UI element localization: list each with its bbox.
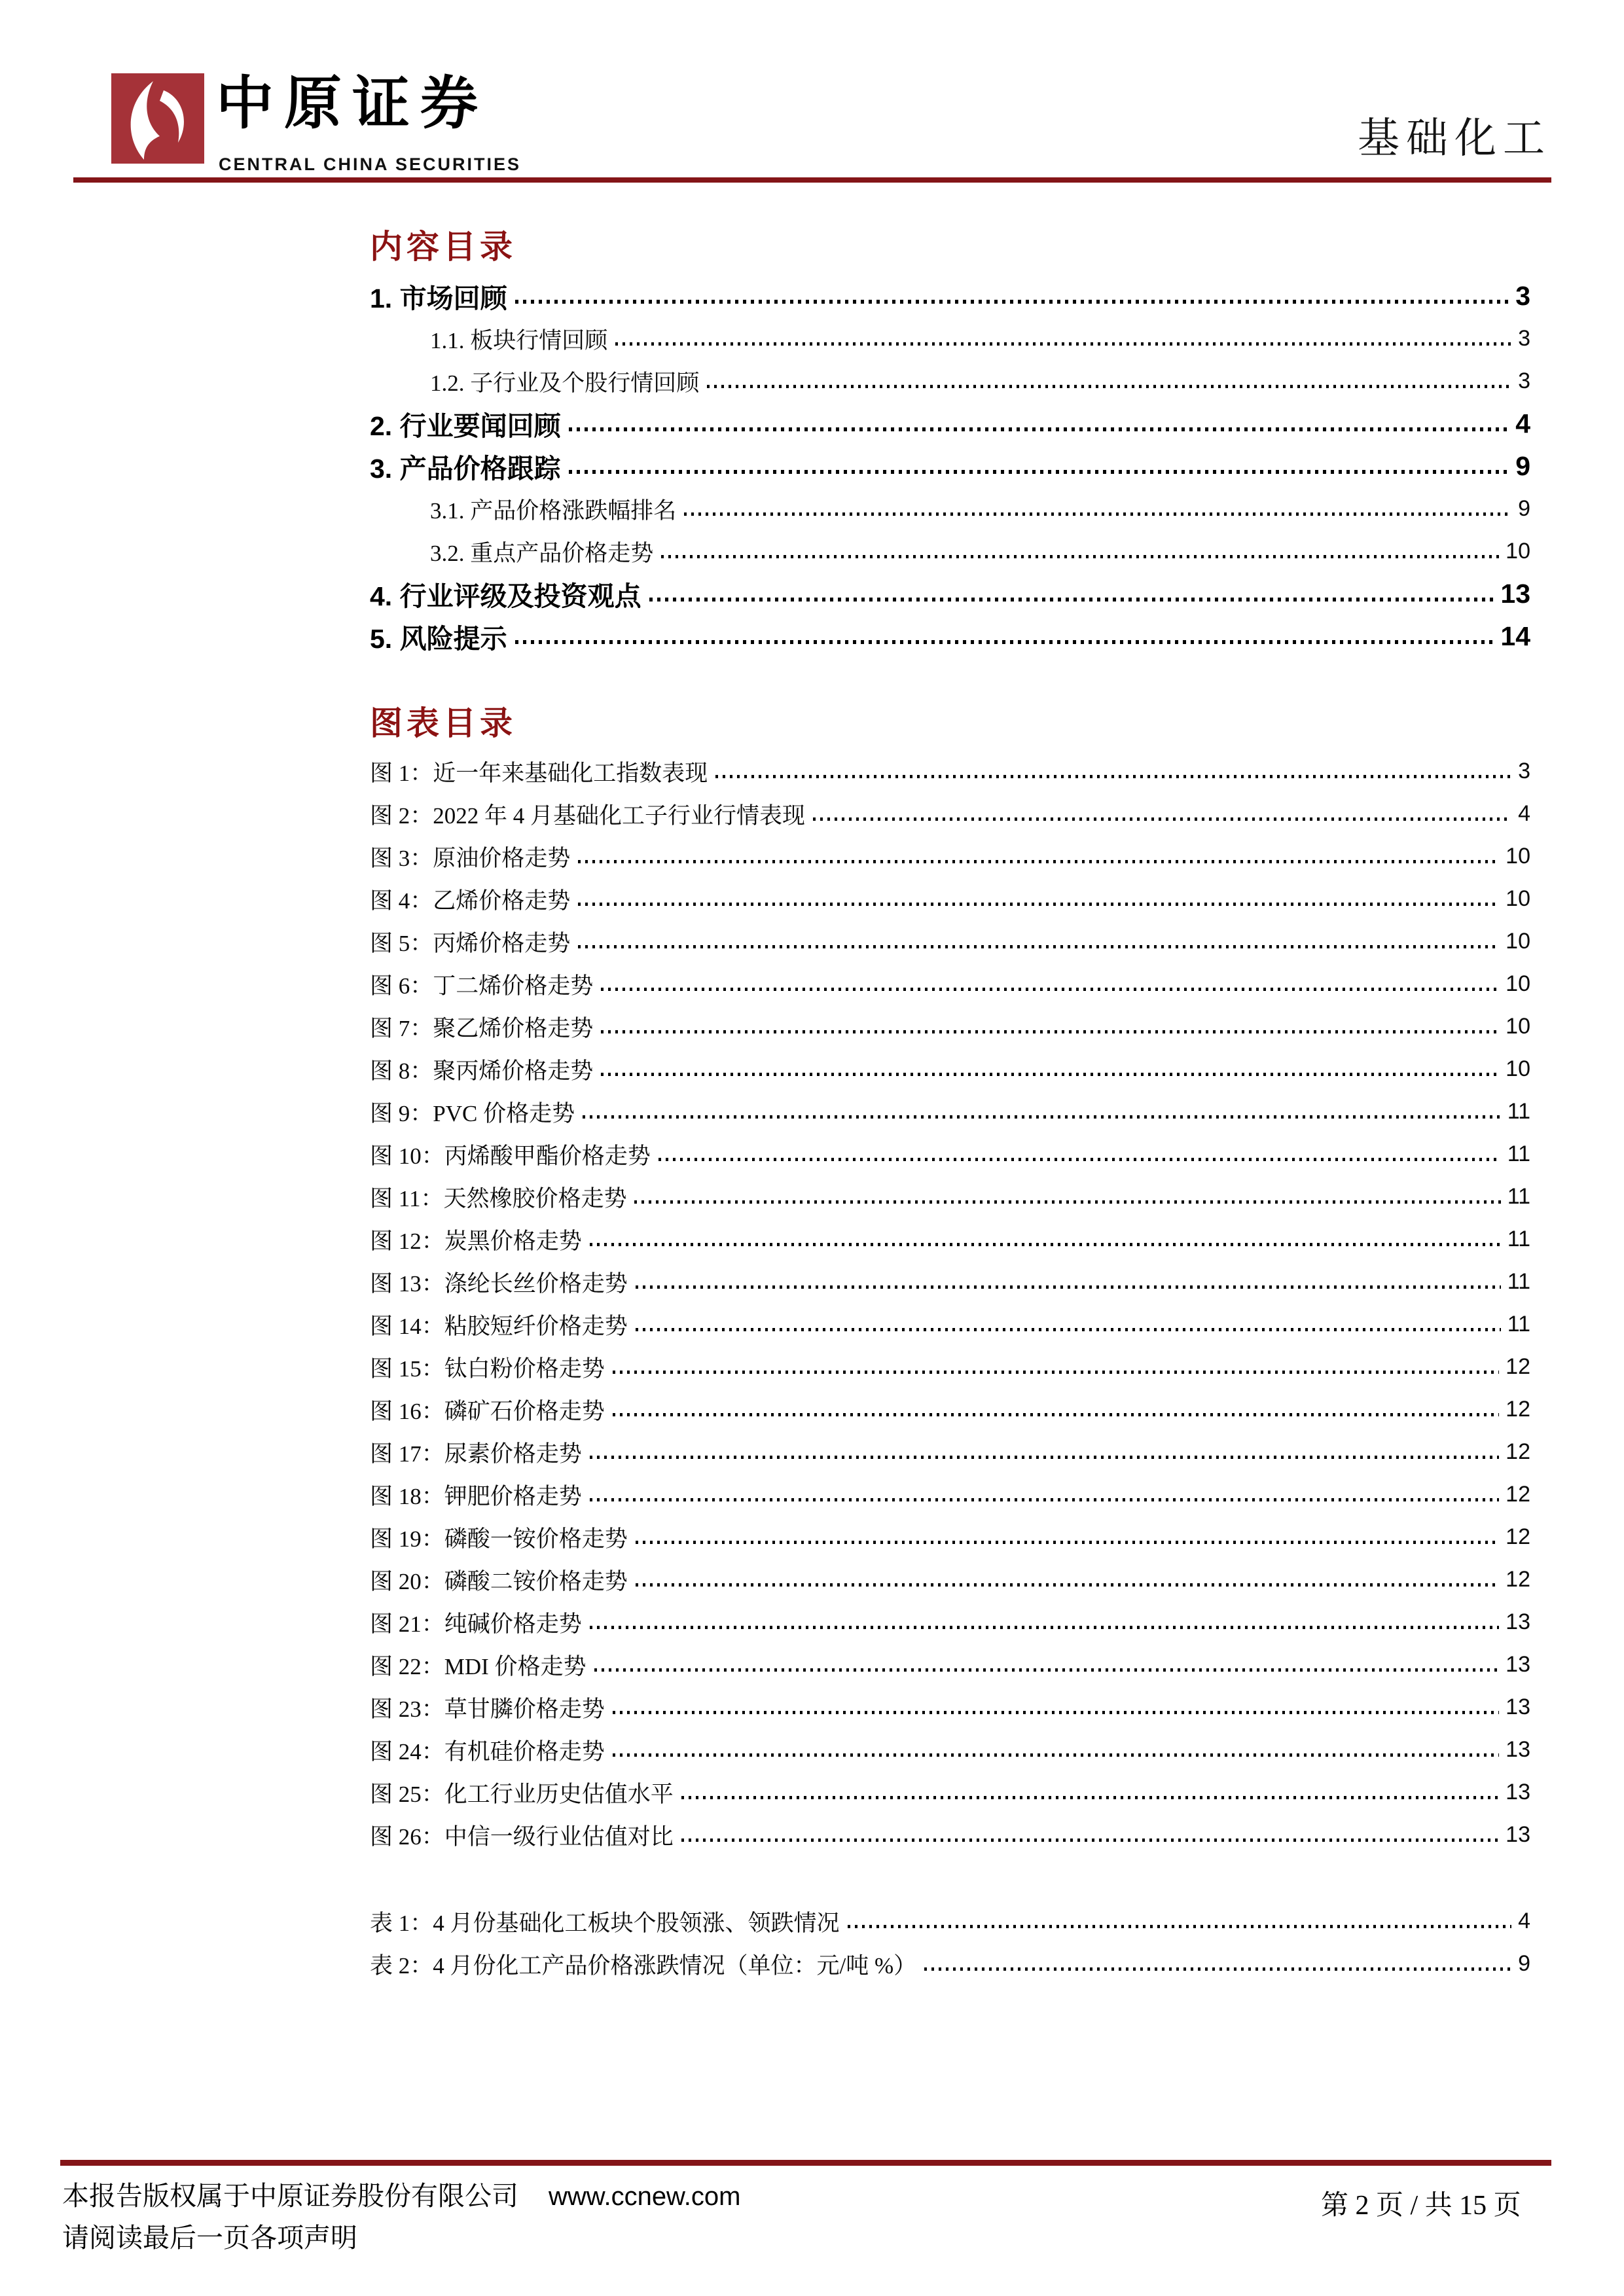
toc-entry-page: 11	[1507, 1227, 1530, 1251]
toc-entry[interactable]	[370, 317, 1530, 360]
toc-entry-page: 13	[1506, 1737, 1530, 1762]
toc-entry-label: 表 2：4 月份化工产品价格涨跌情况（单位：元/吨 %）	[370, 1952, 917, 1979]
dot-leader	[578, 860, 1499, 863]
figure-toc-entry[interactable]	[370, 1601, 1530, 1643]
figure-toc-entry[interactable]	[370, 1175, 1530, 1218]
toc-entry[interactable]	[370, 445, 1530, 488]
dot-leader	[590, 1626, 1499, 1629]
toc-entry-page: 10	[1506, 929, 1530, 954]
toc-entry-label: 图 25：化工行业历史估值水平	[370, 1781, 674, 1807]
toc-entry-label: 图 7：聚乙烯价格走势	[370, 1015, 594, 1041]
dot-leader	[636, 1285, 1501, 1289]
dot-leader	[590, 1498, 1499, 1501]
toc-entry[interactable]	[370, 360, 1530, 403]
toc-entry-page: 12	[1506, 1524, 1530, 1549]
contents-toc-list	[370, 275, 1530, 658]
figure-toc-entry[interactable]	[370, 1558, 1530, 1601]
toc-entry-label: 图 18：钾肥价格走势	[370, 1483, 582, 1509]
toc-entry-label: 图 16：磷矿石价格走势	[370, 1398, 605, 1424]
toc-entry-label: 图 22：MDI 价格走势	[370, 1653, 586, 1679]
toc-entry-label: 3. 产品价格跟踪	[370, 454, 561, 484]
figure-toc-entry[interactable]	[370, 1048, 1530, 1090]
toc-entry-page: 4	[1518, 1909, 1530, 1933]
figure-toc-entry[interactable]	[370, 1090, 1530, 1133]
toc-entry-label: 图 13：涤纶长丝价格走势	[370, 1270, 628, 1297]
toc-entry-label: 图 5：丙烯价格走势	[370, 930, 571, 956]
dot-leader	[813, 817, 1511, 821]
toc-entry-label: 图 17：尿素价格走势	[370, 1441, 582, 1467]
toc-entry-label: 图 6：丁二烯价格走势	[370, 973, 594, 999]
dot-leader	[848, 1925, 1512, 1928]
toc-entry-page: 3	[1515, 281, 1530, 311]
toc-entry-page: 13	[1506, 1695, 1530, 1719]
dot-leader	[924, 1967, 1511, 1971]
toc-entry-page: 12	[1506, 1439, 1530, 1464]
toc-entry-label: 图 2：2022 年 4 月基础化工子行业行情表现	[370, 802, 806, 829]
dot-leader	[578, 945, 1499, 948]
toc-entry-page: 10	[1506, 1014, 1530, 1039]
toc-entry[interactable]	[370, 615, 1530, 658]
toc-entry-label: 图 26：中信一级行业估值对比	[370, 1823, 674, 1850]
figure-toc-entry[interactable]	[370, 1431, 1530, 1473]
toc-entry-label: 4. 行业评级及投资观点	[370, 581, 641, 611]
toc-entry-label: 3.2. 重点产品价格走势	[430, 540, 654, 566]
toc-entry-label: 图 11：天然橡胶价格走势	[370, 1185, 627, 1211]
table-toc-entry[interactable]	[370, 1943, 1530, 1985]
toc-entry-page: 4	[1518, 801, 1530, 826]
figure-toc-entry[interactable]	[370, 1686, 1530, 1729]
dot-leader	[515, 300, 1509, 304]
footer-copyright-line	[62, 2174, 740, 2213]
contents-toc-title: 内容目录	[370, 228, 516, 265]
figure-toc-entry[interactable]	[370, 1516, 1530, 1558]
dot-leader	[578, 903, 1499, 906]
toc-entry-page: 11	[1507, 1141, 1530, 1166]
toc-entry-page: 13	[1506, 1780, 1530, 1804]
industry-title: 基础化工	[1358, 115, 1551, 162]
dot-leader	[613, 1371, 1499, 1374]
toc-entry-label: 图 4：乙烯价格走势	[370, 888, 571, 914]
figure-toc-entry[interactable]	[370, 750, 1530, 793]
dot-leader	[636, 1583, 1499, 1587]
toc-entry-page: 3	[1518, 759, 1530, 783]
toc-entry-label: 图 1：近一年来基础化工指数表现	[370, 760, 708, 786]
dot-leader	[590, 1243, 1501, 1246]
toc-entry-page: 9	[1518, 496, 1530, 521]
toc-entry-page: 12	[1506, 1567, 1530, 1592]
figure-toc-entry[interactable]	[370, 963, 1530, 1005]
dot-leader	[649, 598, 1494, 601]
toc-entry-page: 12	[1506, 1397, 1530, 1422]
toc-entry-page: 3	[1518, 326, 1530, 351]
toc-entry-page: 13	[1506, 1652, 1530, 1677]
toc-entry-label: 5. 风险提示	[370, 624, 507, 654]
dot-leader	[601, 988, 1499, 991]
dot-leader	[681, 1796, 1499, 1799]
figure-toc-entry[interactable]	[370, 793, 1530, 835]
company-logo-icon	[111, 73, 204, 164]
dot-leader	[590, 1456, 1499, 1459]
toc-entry-label: 图 15：钛白粉价格走势	[370, 1355, 605, 1382]
toc-entry[interactable]	[370, 403, 1530, 445]
dot-leader	[613, 1753, 1499, 1757]
dot-leader	[569, 427, 1509, 431]
footer-disclaimer: 请阅读最后一页各项声明	[62, 2223, 357, 2253]
toc-entry-page: 10	[1506, 971, 1530, 996]
dot-leader	[615, 342, 1511, 346]
figure-toc-entry[interactable]	[370, 1771, 1530, 1814]
toc-entry-page: 12	[1506, 1482, 1530, 1507]
figure-toc-entry[interactable]	[370, 835, 1530, 878]
toc-entry-label: 表 1：4 月份基础化工板块个股领涨、领跌情况	[370, 1910, 840, 1936]
toc-entry-label: 图 19：磷酸一铵价格走势	[370, 1526, 628, 1552]
toc-entry-label: 图 14：粘胶短纤价格走势	[370, 1313, 628, 1339]
toc-entry-label: 图 10：丙烯酸甲酯价格走势	[370, 1143, 651, 1169]
dot-leader	[583, 1115, 1501, 1119]
toc-entry-page: 10	[1506, 844, 1530, 869]
dot-leader	[636, 1328, 1501, 1331]
figure-toc-entry[interactable]	[370, 1643, 1530, 1686]
toc-entry[interactable]	[370, 573, 1530, 615]
toc-entry-label: 图 9：PVC 价格走势	[370, 1100, 575, 1126]
company-name-cn: 中原证券	[216, 73, 489, 136]
toc-entry-page: 10	[1506, 539, 1530, 564]
dot-leader	[515, 640, 1494, 644]
figure-toc-entry[interactable]	[370, 1133, 1530, 1175]
copyright-text: 本报告版权属于中原证券股份有限公司	[62, 2181, 518, 2211]
dot-leader	[659, 1158, 1501, 1161]
toc-entry-label: 1. 市场回顾	[370, 283, 507, 314]
dot-leader	[681, 1839, 1499, 1842]
website-link[interactable]: www.ccnew.com	[549, 2182, 741, 2211]
toc-entry-label: 图 21：纯碱价格走势	[370, 1611, 582, 1637]
toc-entry-page: 3	[1518, 368, 1530, 393]
toc-entry-label: 3.1. 产品价格涨跌幅排名	[430, 497, 677, 524]
dot-leader	[634, 1200, 1500, 1204]
toc-entry-page: 11	[1507, 1184, 1530, 1209]
dot-leader	[601, 1073, 1499, 1076]
toc-entry[interactable]	[370, 275, 1530, 317]
toc-entry-page: 13	[1500, 579, 1530, 609]
toc-entry-page: 4	[1515, 408, 1530, 439]
figures-toc-list	[370, 750, 1530, 1856]
toc-entry-label: 图 3：原油价格走势	[370, 845, 571, 871]
figure-toc-entry[interactable]	[370, 878, 1530, 920]
toc-entry-page: 13	[1506, 1822, 1530, 1847]
figures-toc-title: 图表目录	[370, 705, 516, 742]
toc-entry-label: 图 8：聚丙烯价格走势	[370, 1058, 594, 1084]
dot-leader	[613, 1711, 1499, 1714]
figure-toc-entry[interactable]	[370, 1729, 1530, 1771]
figure-toc-entry[interactable]	[370, 1473, 1530, 1516]
dot-leader	[594, 1668, 1500, 1672]
dot-leader	[613, 1413, 1499, 1416]
toc-entry-page: 11	[1507, 1312, 1530, 1336]
toc-entry-page: 13	[1506, 1609, 1530, 1634]
dot-leader	[707, 385, 1511, 388]
tables-toc-list	[370, 1900, 1530, 1985]
page-number-indicator: 第 2 页 / 共 15 页	[1321, 2191, 1521, 2221]
toc-entry[interactable]	[370, 488, 1530, 530]
figure-toc-entry[interactable]	[370, 920, 1530, 963]
figure-toc-entry[interactable]	[370, 1005, 1530, 1048]
toc-entry-page: 11	[1507, 1099, 1530, 1124]
figure-toc-entry[interactable]	[370, 1388, 1530, 1431]
figure-toc-entry[interactable]	[370, 1218, 1530, 1261]
figure-toc-entry[interactable]	[370, 1261, 1530, 1303]
toc-entry-label: 图 20：磷酸二铵价格走势	[370, 1568, 628, 1594]
dot-leader	[661, 555, 1499, 558]
toc-entry-page: 11	[1507, 1269, 1530, 1294]
toc-entry-page: 14	[1500, 621, 1530, 651]
figure-toc-entry[interactable]	[370, 1303, 1530, 1346]
dot-leader	[569, 470, 1509, 474]
toc-entry-label: 1.2. 子行业及个股行情回顾	[430, 370, 700, 396]
figure-toc-entry[interactable]	[370, 1814, 1530, 1856]
dot-leader	[684, 512, 1511, 516]
company-name-en: CENTRAL CHINA SECURITIES	[219, 154, 522, 174]
toc-entry-label: 2. 行业要闻回顾	[370, 411, 561, 441]
dot-leader	[715, 775, 1511, 778]
toc-entry-page: 9	[1518, 1951, 1530, 1976]
toc-entry-label: 图 24：有机硅价格走势	[370, 1738, 605, 1765]
toc-entry[interactable]	[370, 530, 1530, 573]
dot-leader	[601, 1030, 1499, 1033]
toc-entry-page: 12	[1506, 1354, 1530, 1379]
header-divider	[73, 177, 1551, 183]
footer-divider	[60, 2160, 1551, 2166]
dot-leader	[636, 1541, 1499, 1544]
toc-entry-label: 图 12：炭黑价格走势	[370, 1228, 582, 1254]
toc-entry-page: 9	[1515, 451, 1530, 481]
figure-toc-entry[interactable]	[370, 1346, 1530, 1388]
toc-entry-label: 1.1. 板块行情回顾	[430, 327, 608, 353]
toc-entry-label: 图 23：草甘膦价格走势	[370, 1696, 605, 1722]
table-toc-entry[interactable]	[370, 1900, 1530, 1943]
toc-entry-page: 10	[1506, 886, 1530, 911]
toc-entry-page: 10	[1506, 1056, 1530, 1081]
